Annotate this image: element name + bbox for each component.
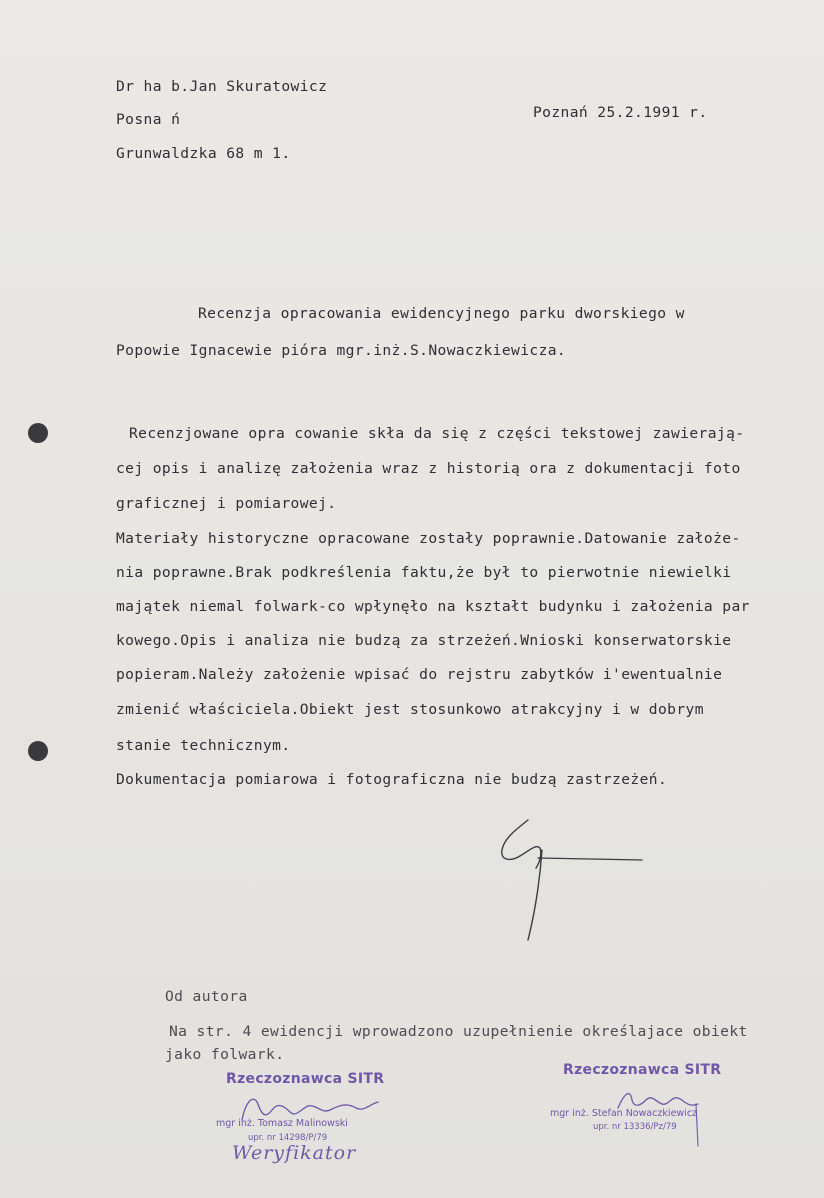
body-line: Materiały historyczne opracowane zostały poprawnie.Datowanie założe- — [116, 530, 741, 547]
sender-street: Grunwaldzka 68 m 1. — [116, 145, 291, 162]
stamp-left-title: Rzeczoznawca SITR — [226, 1071, 385, 1087]
place-date: Poznań 25.2.1991 r. — [533, 104, 708, 121]
punch-hole-bottom — [28, 741, 48, 761]
author-note-line-2: jako folwark. — [165, 1046, 285, 1063]
author-note-heading: Od autora — [165, 988, 248, 1005]
body-line: nia poprawne.Brak podkreślenia faktu,że był to pierwotnie niewielki — [116, 564, 732, 581]
body-line: cej opis i analizę założenia wraz z historią ora z dokumentacji foto — [116, 460, 741, 477]
subject-line-1: Recenzja opracowania ewidencyjnego parku dworskiego w — [198, 305, 685, 322]
stamp-left-name: mgr inż. Tomasz Malinowski — [216, 1118, 348, 1129]
sender-name: Dr ha b.Jan Skuratowicz — [116, 78, 328, 95]
stamp-left-number: upr. nr 14298/P/79 — [248, 1133, 328, 1143]
body-line: kowego.Opis i analiza nie budzą za strzeżeń.Wnioski konserwatorskie — [116, 632, 732, 649]
body-line: stanie technicznym. — [116, 737, 291, 754]
punch-hole-top — [28, 423, 48, 443]
body-line: zmienić właściciela.Obiekt jest stosunkowo atrakcyjny i w dobrym — [116, 701, 704, 718]
reviewer-signature — [490, 808, 650, 948]
stamp-right-name: mgr inż. Stefan Nowaczkiewicz — [550, 1108, 698, 1119]
stamp-left-role: Weryfikator — [232, 1142, 357, 1164]
stamp-right-title: Rzeczoznawca SITR — [563, 1062, 722, 1078]
body-line: graficznej i pomiarowej. — [116, 495, 337, 512]
body-line: Recenzjowane opra cowanie skła da się z części tekstowej zawierają- — [129, 425, 745, 442]
author-note-line-1: Na str. 4 ewidencji wprowadzono uzupełnienie określajace obiekt — [169, 1023, 748, 1040]
body-line: Dokumentacja pomiarowa i fotograficzna nie budzą zastrzeżeń. — [116, 771, 668, 788]
body-line: majątek niemal folwark-co wpłynęło na kształt budynku i założenia par — [116, 598, 750, 615]
sender-city: Posna ń — [116, 111, 181, 128]
subject-line-2: Popowie Ignacewie pióra mgr.inż.S.Nowaczkiewicza. — [116, 342, 567, 359]
stamp-right-number: upr. nr 13336/Pz/79 — [593, 1122, 677, 1132]
body-line: popieram.Należy założenie wpisać do rejstru zabytków i'ewentualnie — [116, 666, 723, 683]
